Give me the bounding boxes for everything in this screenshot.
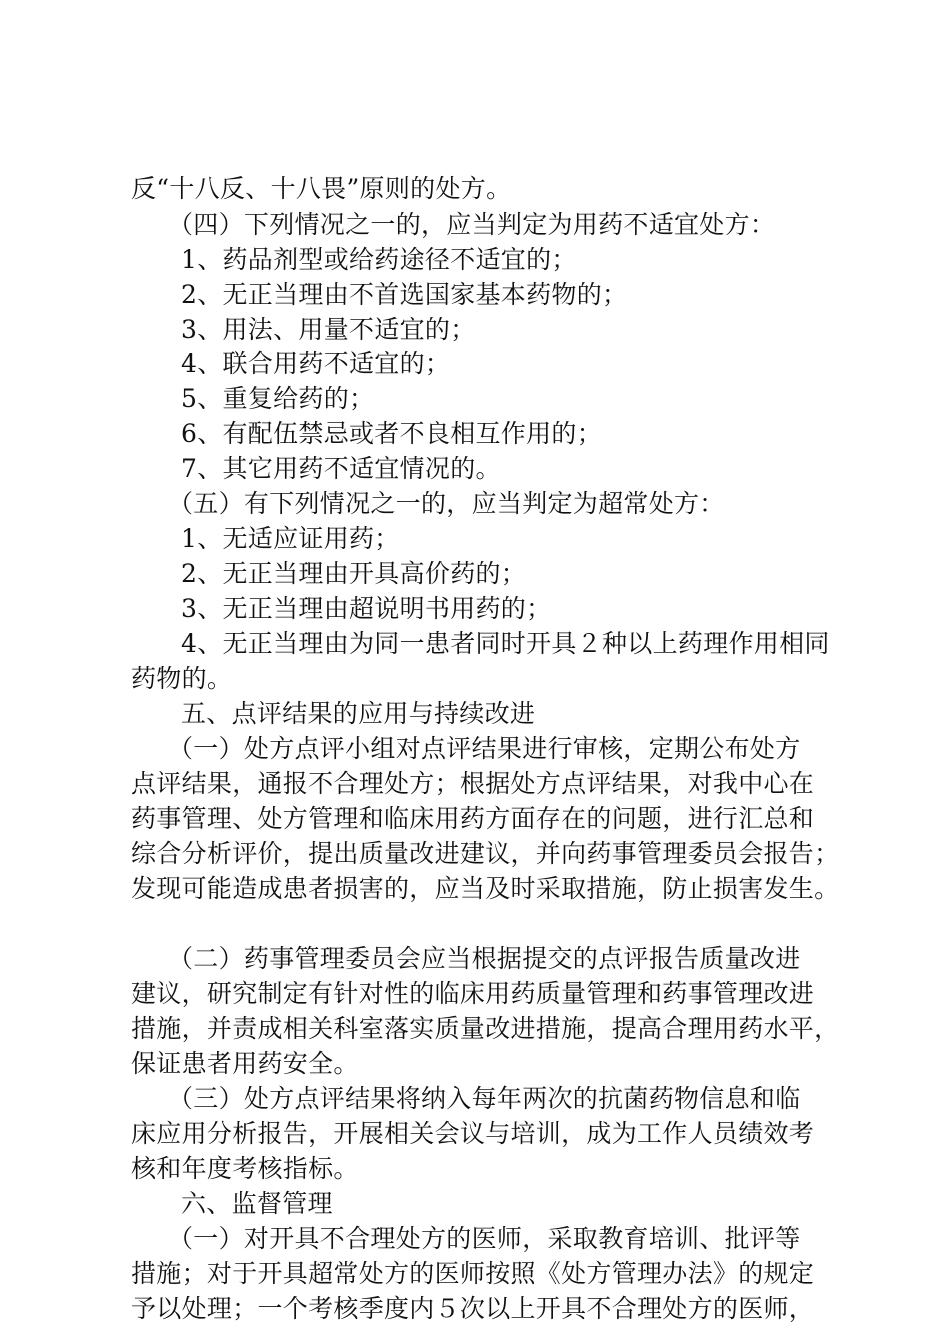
paragraph-line: 措施；对于开具超常处方的医师按照《处方管理办法》的规定	[131, 1259, 815, 1288]
list-item: 7、其它用药不适宜情况的。	[181, 454, 501, 483]
paragraph-line: 点评结果，通报不合理处方；根据处方点评结果，对我中心在	[131, 769, 815, 798]
section-heading: 五、点评结果的应用与持续改进	[181, 699, 536, 728]
paragraph-line: 建议，研究制定有针对性的临床用药质量管理和药事管理改进	[131, 979, 815, 1008]
paragraph-line: 药事管理、处方管理和临床用药方面存在的问题，进行汇总和	[131, 804, 815, 833]
list-item: 6、有配伍禁忌或者不良相互作用的；	[181, 419, 603, 448]
paragraph-line: 反“十八反、十八畏”原则的处方。	[131, 174, 512, 203]
list-item: 1、无适应证用药；	[181, 524, 400, 553]
list-item: 2、无正当理由开具高价药的；	[181, 559, 527, 588]
paragraph-line: 综合分析评价，提出质量改进建议，并向药事管理委员会报告；	[131, 839, 840, 868]
paragraph-line: （三）处方点评结果将纳入每年两次的抗菌药物信息和临	[168, 1084, 801, 1113]
paragraph-line: 措施，并责成相关科室落实质量改进措施，提高合理用药水平，	[131, 1014, 840, 1043]
paragraph-line: 药物的。	[131, 664, 233, 693]
list-item: 3、用法、用量不适宜的；	[181, 315, 476, 344]
paragraph-line: （一）对开具不合理处方的医师，采取教育培训、批评等	[168, 1224, 801, 1253]
list-item: 4、无正当理由为同一患者同时开具２种以上药理作用相同	[181, 629, 830, 658]
paragraph-line: 发现可能造成患者损害的，应当及时采取措施，防止损害发生。	[131, 874, 840, 903]
list-item: 3、无正当理由超说明书用药的；	[181, 594, 552, 623]
paragraph-line: （二）药事管理委员会应当根据提交的点评报告质量改进	[168, 944, 801, 973]
list-item: 1、药品剂型或给药途径不适宜的；	[181, 245, 577, 274]
paragraph-line: （一）处方点评小组对点评结果进行审核，定期公布处方	[168, 734, 801, 763]
list-item: 4、联合用药不适宜的；	[181, 349, 451, 378]
section-heading: 六、监督管理	[181, 1189, 333, 1218]
paragraph-line: 床应用分析报告，开展相关会议与培训，成为工作人员绩效考	[131, 1119, 815, 1148]
paragraph-line: 保证患者用药安全。	[131, 1049, 359, 1078]
section-heading: （五）有下列情况之一的，应当判定为超常处方：	[168, 489, 725, 518]
section-heading: （四）下列情况之一的，应当判定为用药不适宜处方：	[168, 210, 776, 239]
paragraph-line: 予以处理；一个考核季度内５次以上开具不合理处方的医师，	[131, 1294, 815, 1323]
paragraph-line: 核和年度考核指标。	[131, 1154, 359, 1183]
list-item: 2、无正当理由不首选国家基本药物的；	[181, 280, 628, 309]
list-item: 5、重复给药的；	[181, 384, 375, 413]
